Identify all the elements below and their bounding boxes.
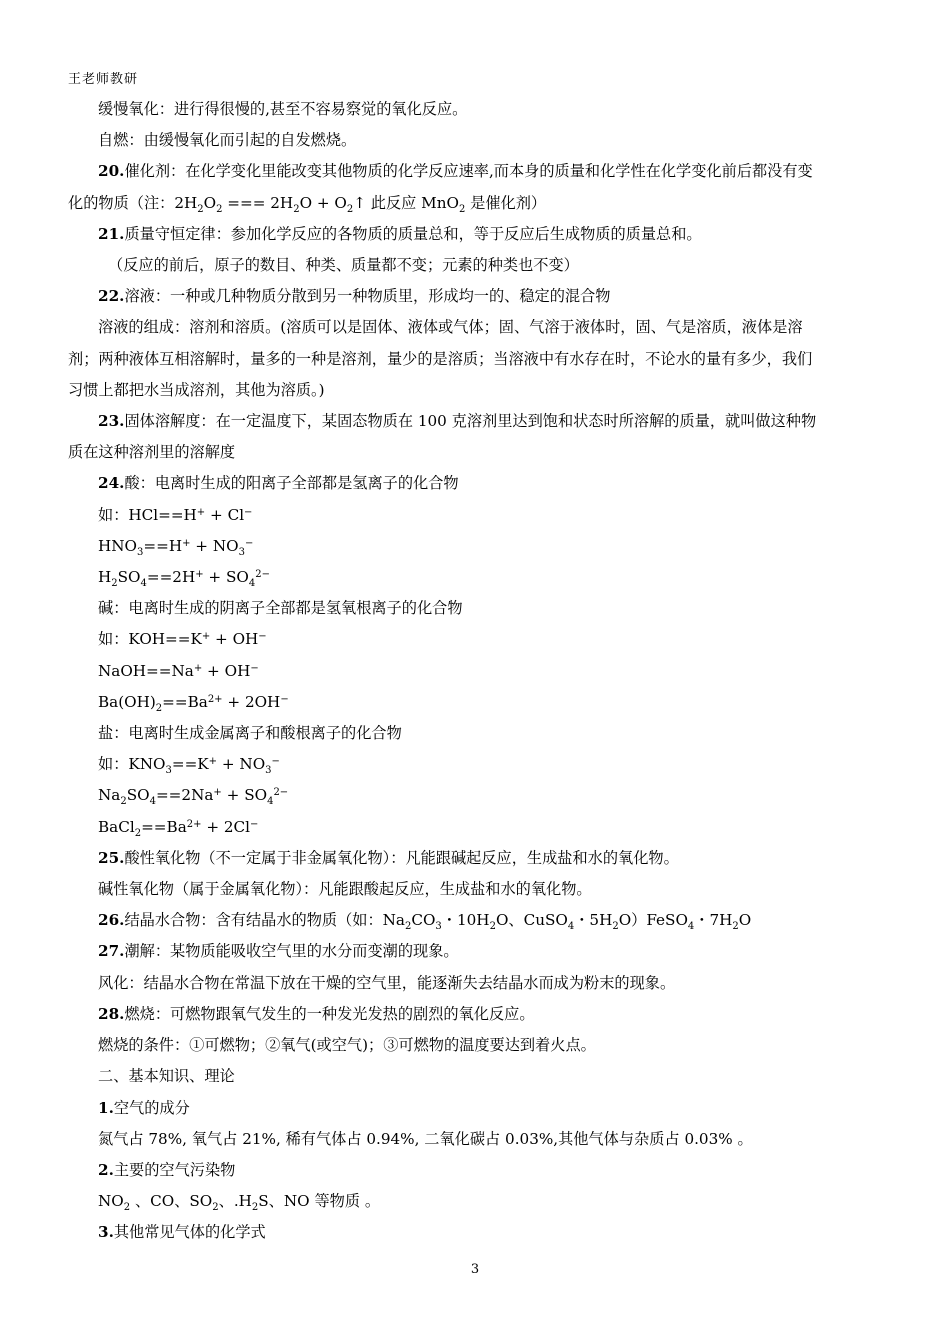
common-gases-heading: 3.其他常见气体的化学式 (98, 1223, 266, 1242)
conservation-of-mass-line: 21.质量守恒定律：参加化学反应的各物质的质量总和，等于反应后生成物质的质量总和。 (98, 224, 702, 243)
acid-example-hno3: $HNO_3==H^+ + NO_3^-$ (98, 536, 254, 558)
item-number: 20. (98, 162, 125, 181)
hydrate-line: 26.结晶水合物：含有结晶水的物质（如：$Na_2CO_3$・$10H_2O$、CuSO$_4$・$5H_2O)FeSO_4$・$7H_2O$ (98, 911, 752, 933)
item-number: 28. (98, 1004, 125, 1023)
air-pollutants-line: $NO_2$ 、CO、$SO_2$、$.H_2S$、NO 等物质 。 (98, 1192, 381, 1214)
item-number: 27. (98, 942, 125, 961)
item-number: 22. (98, 287, 125, 306)
salt-example-kno3: 如：$KNO_3==K^+ + NO_3^-$ (98, 755, 280, 777)
page-number: 3 (470, 1262, 480, 1277)
efflorescence-line: 风化：结晶水合物在常温下放在干燥的空气里，能逐渐失去结晶水而成为粉末的现象。 (98, 973, 676, 992)
deliquescence-line: 27.潮解：某物质能吸收空气里的水分而变潮的现象。 (98, 942, 459, 961)
basic-oxide-line: 碱性氧化物（属于金属氧化物）：凡能跟酸起反应，生成盐和水的氧化物。 (98, 880, 592, 899)
spontaneous-combustion-line: 自燃：由缓慢氧化而引起的自发燃烧。 (98, 131, 357, 150)
salt-example-na2so4: $Na_2SO_4==2Na^+ + SO_4^{2-}$ (98, 786, 289, 808)
combustion-conditions-line: 燃烧的条件：①可燃物；②氧气(或空气)；③可燃物的温度要达到着火点。 (98, 1036, 596, 1055)
solution-line: 22.溶液：一种或几种物质分散到另一种物质里，形成均一的、稳定的混合物 (98, 287, 611, 306)
item-number: 21. (98, 224, 125, 243)
acid-example-hcl: 如：HCl==H+ + Cl− (98, 505, 253, 524)
air-pollutants-heading: 2.主要的空气污染物 (98, 1160, 236, 1179)
slow-oxidation-line: 缓慢氧化：进行得很慢的,甚至不容易察觉的氧化反应。 (98, 100, 468, 118)
salt-definition-line: 盐：电离时生成金属离子和酸根离子的化合物 (98, 724, 402, 743)
base-definition-line: 碱：电离时生成的阴离子全部都是氢氧根离子的化合物 (98, 599, 463, 618)
item-number: 2. (98, 1160, 114, 1179)
solubility-line: 23.固体溶解度：在一定温度下，某固态物质在 100 克溶剂里达到饱和状态时所溶解的质量，就叫做这种物 (98, 412, 817, 431)
item-number: 25. (98, 848, 125, 867)
base-example-naoh: NaOH==Na+ + OH− (98, 661, 259, 680)
section-heading: 二、基本知识、理论 (98, 1067, 235, 1086)
acidic-oxide-line: 25.酸性氧化物（不一定属于非金属氧化物）：凡能跟碱起反应，生成盐和水的氧化物。 (98, 848, 679, 867)
item-number: 1. (98, 1098, 114, 1117)
item-number: 26. (98, 911, 125, 930)
item-number: 3. (98, 1223, 114, 1242)
page-header: 王老师教研 (68, 72, 139, 87)
solution-composition-line-end: 习惯上都把水当成溶剂，其他为溶质。) (68, 380, 325, 399)
salt-example-bacl2: $BaCl_2==Ba^{2+} + 2Cl^-$ (98, 817, 259, 839)
catalyst-line: 20.催化剂：在化学变化里能改变其他物质的化学反应速率,而本身的质量和化学性在化学变化前后都没有变 (98, 162, 813, 181)
document-body (68, 94, 888, 1249)
solution-composition-line: 溶液的组成：溶剂和溶质。(溶质可以是固体、液体或气体；固、气溶于液体时，固、气是溶质，液体是溶 (98, 318, 803, 337)
base-example-baoh2: $Ba(OH)_2==Ba^{2+} + 2OH^-$ (98, 692, 289, 714)
air-composition-heading: 1.空气的成分 (98, 1098, 190, 1117)
solution-composition-line-cont: 剂；两种液体互相溶解时，量多的一种是溶剂，量少的是溶质；当溶液中有水存在时，不论水的量有多少，我们 (68, 349, 813, 368)
base-example-koh: 如：KOH==K+ + OH− (98, 630, 267, 649)
air-composition-line: 氮气占 78%, 氧气占 21%, 稀有气体占 0.94%, 二氧化碳占 0.03%,其他气体与杂质占 0.03% 。 (98, 1129, 753, 1148)
catalyst-line-cont: 化的物质（注：$2H_2O_2$ === $2H_2O$ + $O_2↑$ 此反应 MnO$_2$ 是催化剂） (68, 193, 547, 215)
acid-definition-line: 24.酸：电离时生成的阳离子全部都是氢离子的化合物 (98, 474, 459, 493)
combustion-line: 28.燃烧：可燃物跟氧气发生的一种发光发热的剧烈的氧化反应。 (98, 1004, 535, 1023)
acid-example-h2so4: $H_2SO_4==2H^+ + SO_4^{2-}$ (98, 568, 270, 590)
item-number: 23. (98, 412, 125, 431)
solubility-line-cont: 质在这种溶剂里的溶解度 (68, 443, 236, 462)
item-number: 24. (98, 474, 125, 493)
conservation-note-line: （反应的前后，原子的数目、种类、质量都不变；元素的种类也不变） (108, 256, 579, 275)
